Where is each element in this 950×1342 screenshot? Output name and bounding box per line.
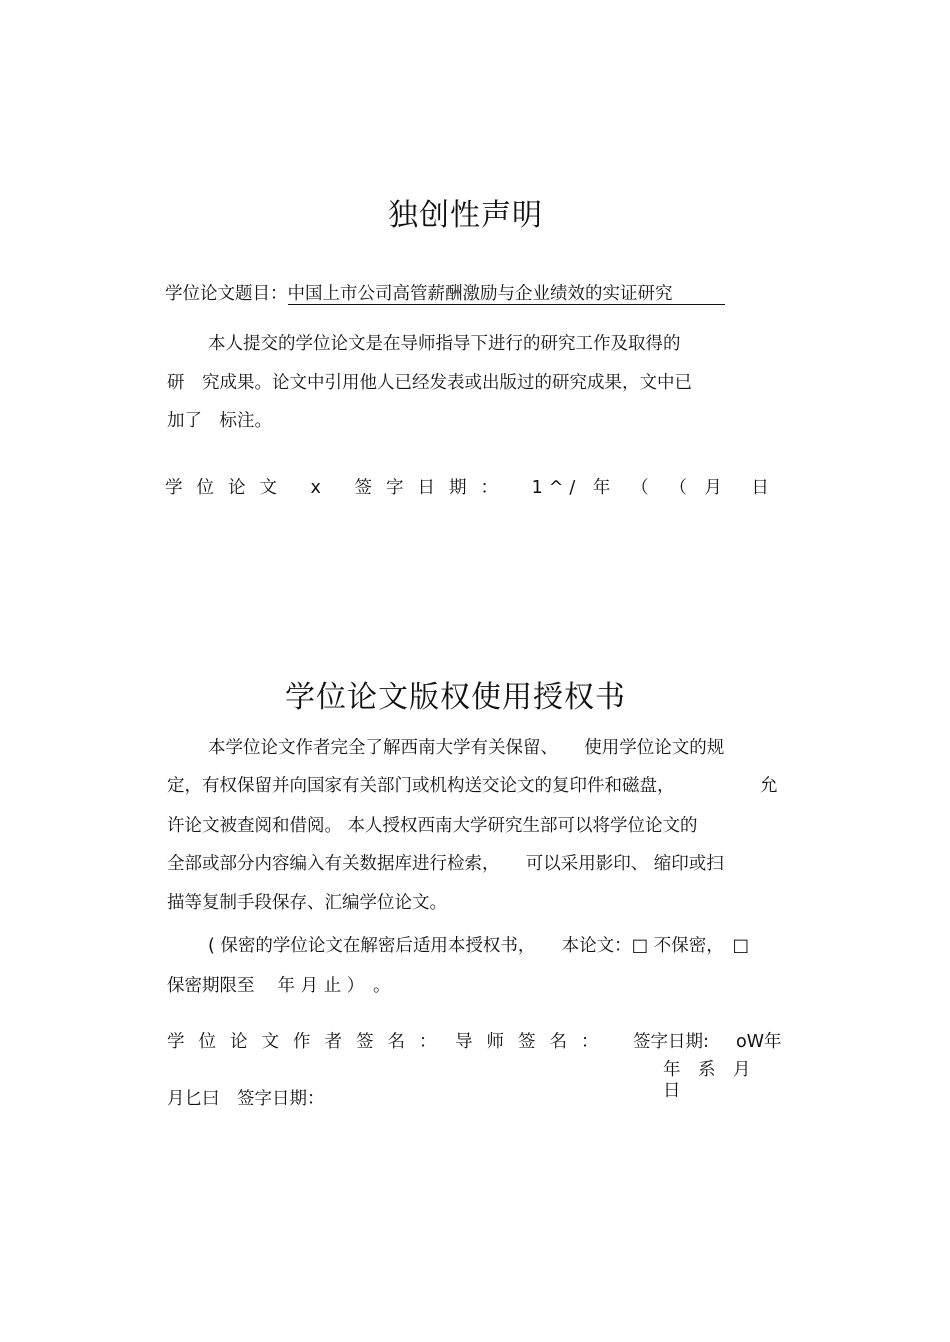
declaration-paragraph-line-3: 加了 标注。	[167, 411, 272, 431]
secrecy-line-2: 保密期限至 年 月 止 ） 。	[167, 976, 391, 996]
thesis-title-row	[165, 280, 725, 305]
advisor-signature: 导师签名：	[455, 1032, 613, 1052]
declaration-signature-label: 学位论文 x 签字日期：	[165, 478, 512, 498]
authorization-line-5: 描等复制手段保存、汇编学位论文。	[167, 893, 447, 913]
authorization-line-2: 定，有权保留并向国家有关部门或机构送交论文的复印件和磁盘，	[167, 776, 675, 796]
authorization-line-1: 本学位论文作者完全了解西南大学有关保留、 使用学位论文的规	[208, 738, 725, 758]
authorization-line-4: 全部或部分内容编入有关数据库进行检索， 可以采用影印、 缩印或扫	[167, 854, 724, 874]
date-fragment: 年 系 月	[663, 1060, 751, 1080]
date-fragment-2: 日	[663, 1081, 681, 1101]
secrecy-line-1: ( 保密的学位论文在解密后适用本授权书， 本论文：□ 不保密， □	[208, 936, 750, 956]
authorization-line-2-end: 允	[760, 776, 778, 796]
thesis-title-label: 学位论文题目：	[165, 284, 288, 304]
author-signature: 学位论文作者签名：	[167, 1032, 451, 1052]
bottom-date-line: 月匕曰 签字日期：	[167, 1089, 325, 1109]
declaration-signature-line	[165, 474, 775, 499]
declaration-signature-date: 1^/ 年 （ （ 月 日	[531, 478, 775, 498]
thesis-title-value: 中国上市公司高管薪酬激励与企业绩效的实证研究	[288, 284, 725, 305]
authorization-title: 学位论文版权使用授权书	[285, 680, 626, 715]
declaration-paragraph-line-2: 研 究成果。论文中引用他人已经发表或出版过的研究成果，文中已	[167, 373, 692, 393]
declaration-paragraph-line-1: 本人提交的学位论文是在导师指导下进行的研究工作及取得的	[208, 334, 681, 354]
declaration-title: 独创性声明	[388, 198, 543, 233]
signature-date-label: 签字日期:	[633, 1032, 709, 1052]
authorization-line-3: 许论文被查阅和借阅。 本人授权西南大学研究生部可以将学位论文的	[167, 816, 698, 836]
signature-date-value: oW年	[736, 1032, 782, 1052]
